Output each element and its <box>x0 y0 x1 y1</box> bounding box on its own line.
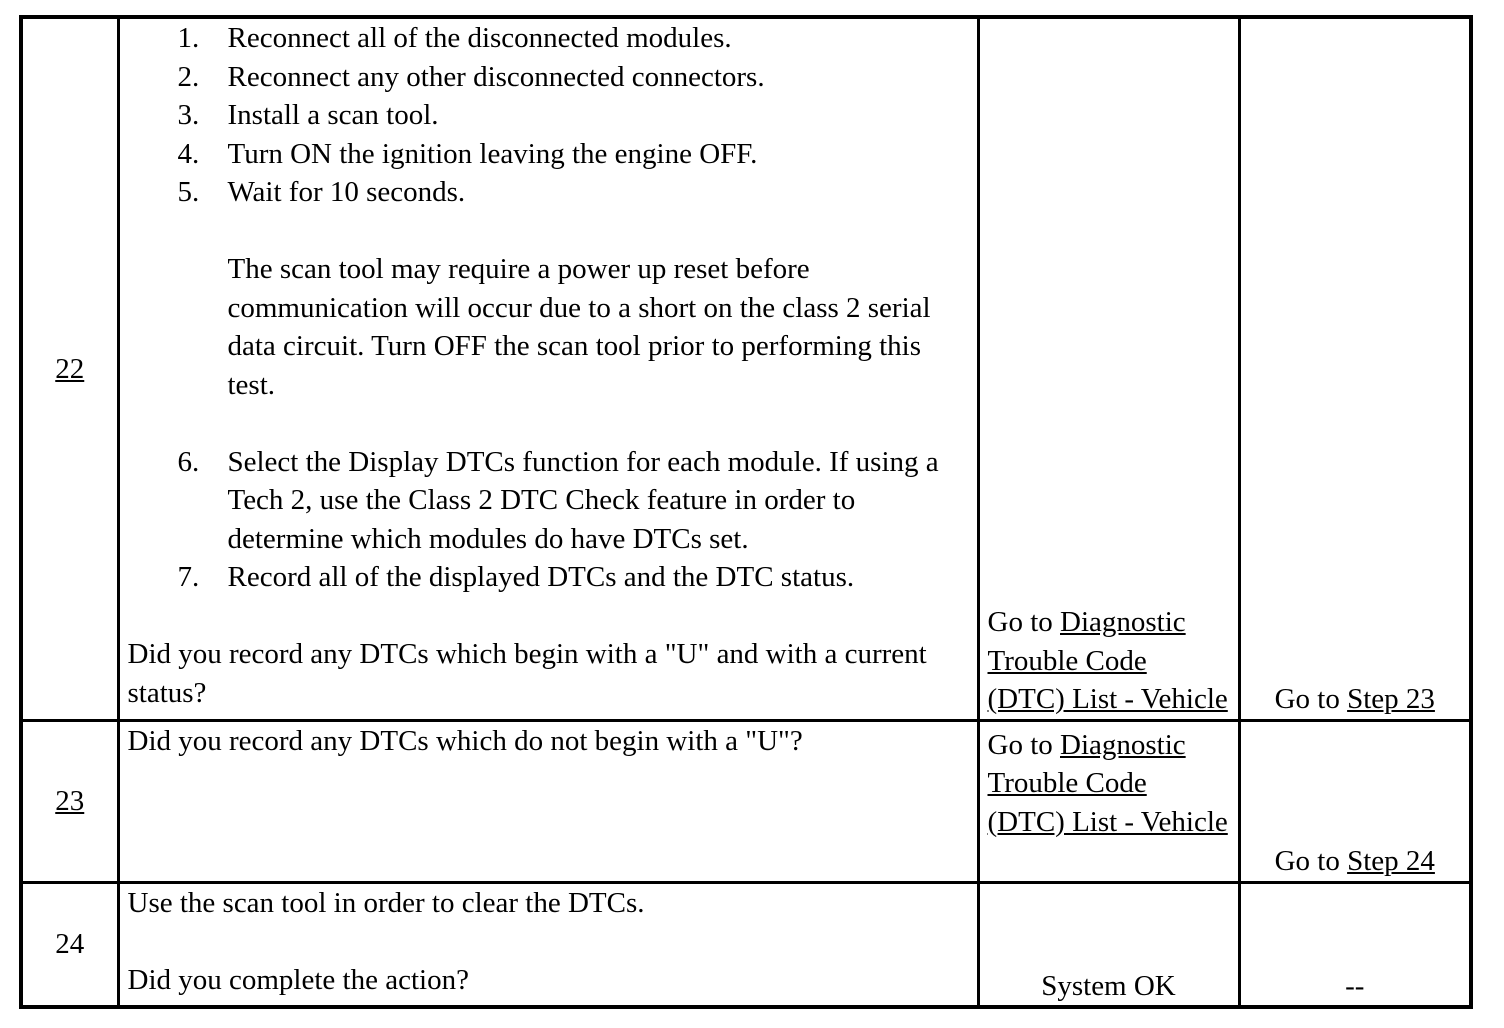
dtc-list-link[interactable]: Diagnostic Trouble Code (DTC) List - Vehicle <box>987 606 1228 715</box>
list-item <box>128 19 969 58</box>
yes-prefix: Go to <box>987 606 1060 638</box>
list-text: Reconnect any other disconnected connectors. <box>227 60 765 93</box>
yes-cell <box>978 17 1239 720</box>
yes-cell <box>978 882 1239 1007</box>
list-number: 5. <box>177 176 200 208</box>
list-number: 1. <box>177 22 200 54</box>
list-item <box>128 58 969 97</box>
no-prefix: Go to <box>1274 683 1348 715</box>
list-item <box>128 135 969 174</box>
list-item <box>128 173 969 212</box>
action-list <box>128 443 969 597</box>
step-number-cell <box>21 882 118 1007</box>
list-item <box>128 558 969 597</box>
list-text: Reconnect all of the disconnected modules. <box>227 22 732 54</box>
diagnostic-table <box>19 15 1473 1009</box>
step-number-cell <box>21 17 118 720</box>
step-number-cell <box>21 720 118 882</box>
action-text: Use the scan tool in order to clear the DTCs. <box>127 886 645 919</box>
list-text: Turn ON the ignition leaving the engine OFF. <box>227 137 758 170</box>
step-24-link[interactable]: Step 24 <box>1347 845 1435 877</box>
action-cell <box>118 17 978 720</box>
list-text: Select the Display DTCs function for each module. If using a Tech 2, use the Class 2 DTC Check feature in order to determine which modules do have DTCs set. <box>227 445 939 555</box>
no-prefix: Go to <box>1274 845 1348 877</box>
table-row-step-23 <box>21 720 1471 882</box>
list-number: 2. <box>177 60 200 93</box>
action-list <box>128 19 969 212</box>
no-cell <box>1239 882 1471 1007</box>
no-cell <box>1239 720 1471 882</box>
step-23-link[interactable]: Step 23 <box>1347 683 1435 715</box>
action-cell <box>118 882 978 1007</box>
list-text: Install a scan tool. <box>227 99 439 131</box>
scan-tool-note: The scan tool may require a power up reset before communication will occur due to a short on the class 2 serial data circuit. Turn OFF the scan tool prior to performing this test. <box>227 253 931 401</box>
no-action-text: -- <box>1345 969 1365 1002</box>
question-text: Did you record any DTCs which begin with a "U" and with a current status? <box>127 638 927 709</box>
no-cell <box>1239 17 1471 720</box>
step-23-number-link[interactable]: 23 <box>55 784 85 817</box>
yes-cell <box>978 720 1239 882</box>
table-row-step-24 <box>21 882 1471 1007</box>
list-number: 7. <box>177 561 200 593</box>
step-22-link[interactable]: 22 <box>55 352 85 385</box>
list-text: Record all of the displayed DTCs and the DTC status. <box>227 561 855 593</box>
list-item <box>128 443 969 559</box>
question-text: Did you record any DTCs which do not begin with a "U"? <box>127 724 803 757</box>
table-row-step-22 <box>21 17 1471 720</box>
action-cell <box>118 720 978 882</box>
list-number: 4. <box>177 137 200 170</box>
list-text: Wait for 10 seconds. <box>227 176 466 208</box>
list-number: 6. <box>177 445 200 478</box>
question-text: Did you complete the action? <box>127 963 469 996</box>
dtc-list-link[interactable]: Diagnostic Trouble Code (DTC) List - Vehicle <box>987 728 1228 838</box>
system-ok-text: System OK <box>1041 969 1176 1002</box>
yes-prefix: Go to <box>987 728 1060 761</box>
list-item <box>128 96 969 135</box>
step-number: 24 <box>55 928 85 960</box>
list-number: 3. <box>177 99 200 131</box>
